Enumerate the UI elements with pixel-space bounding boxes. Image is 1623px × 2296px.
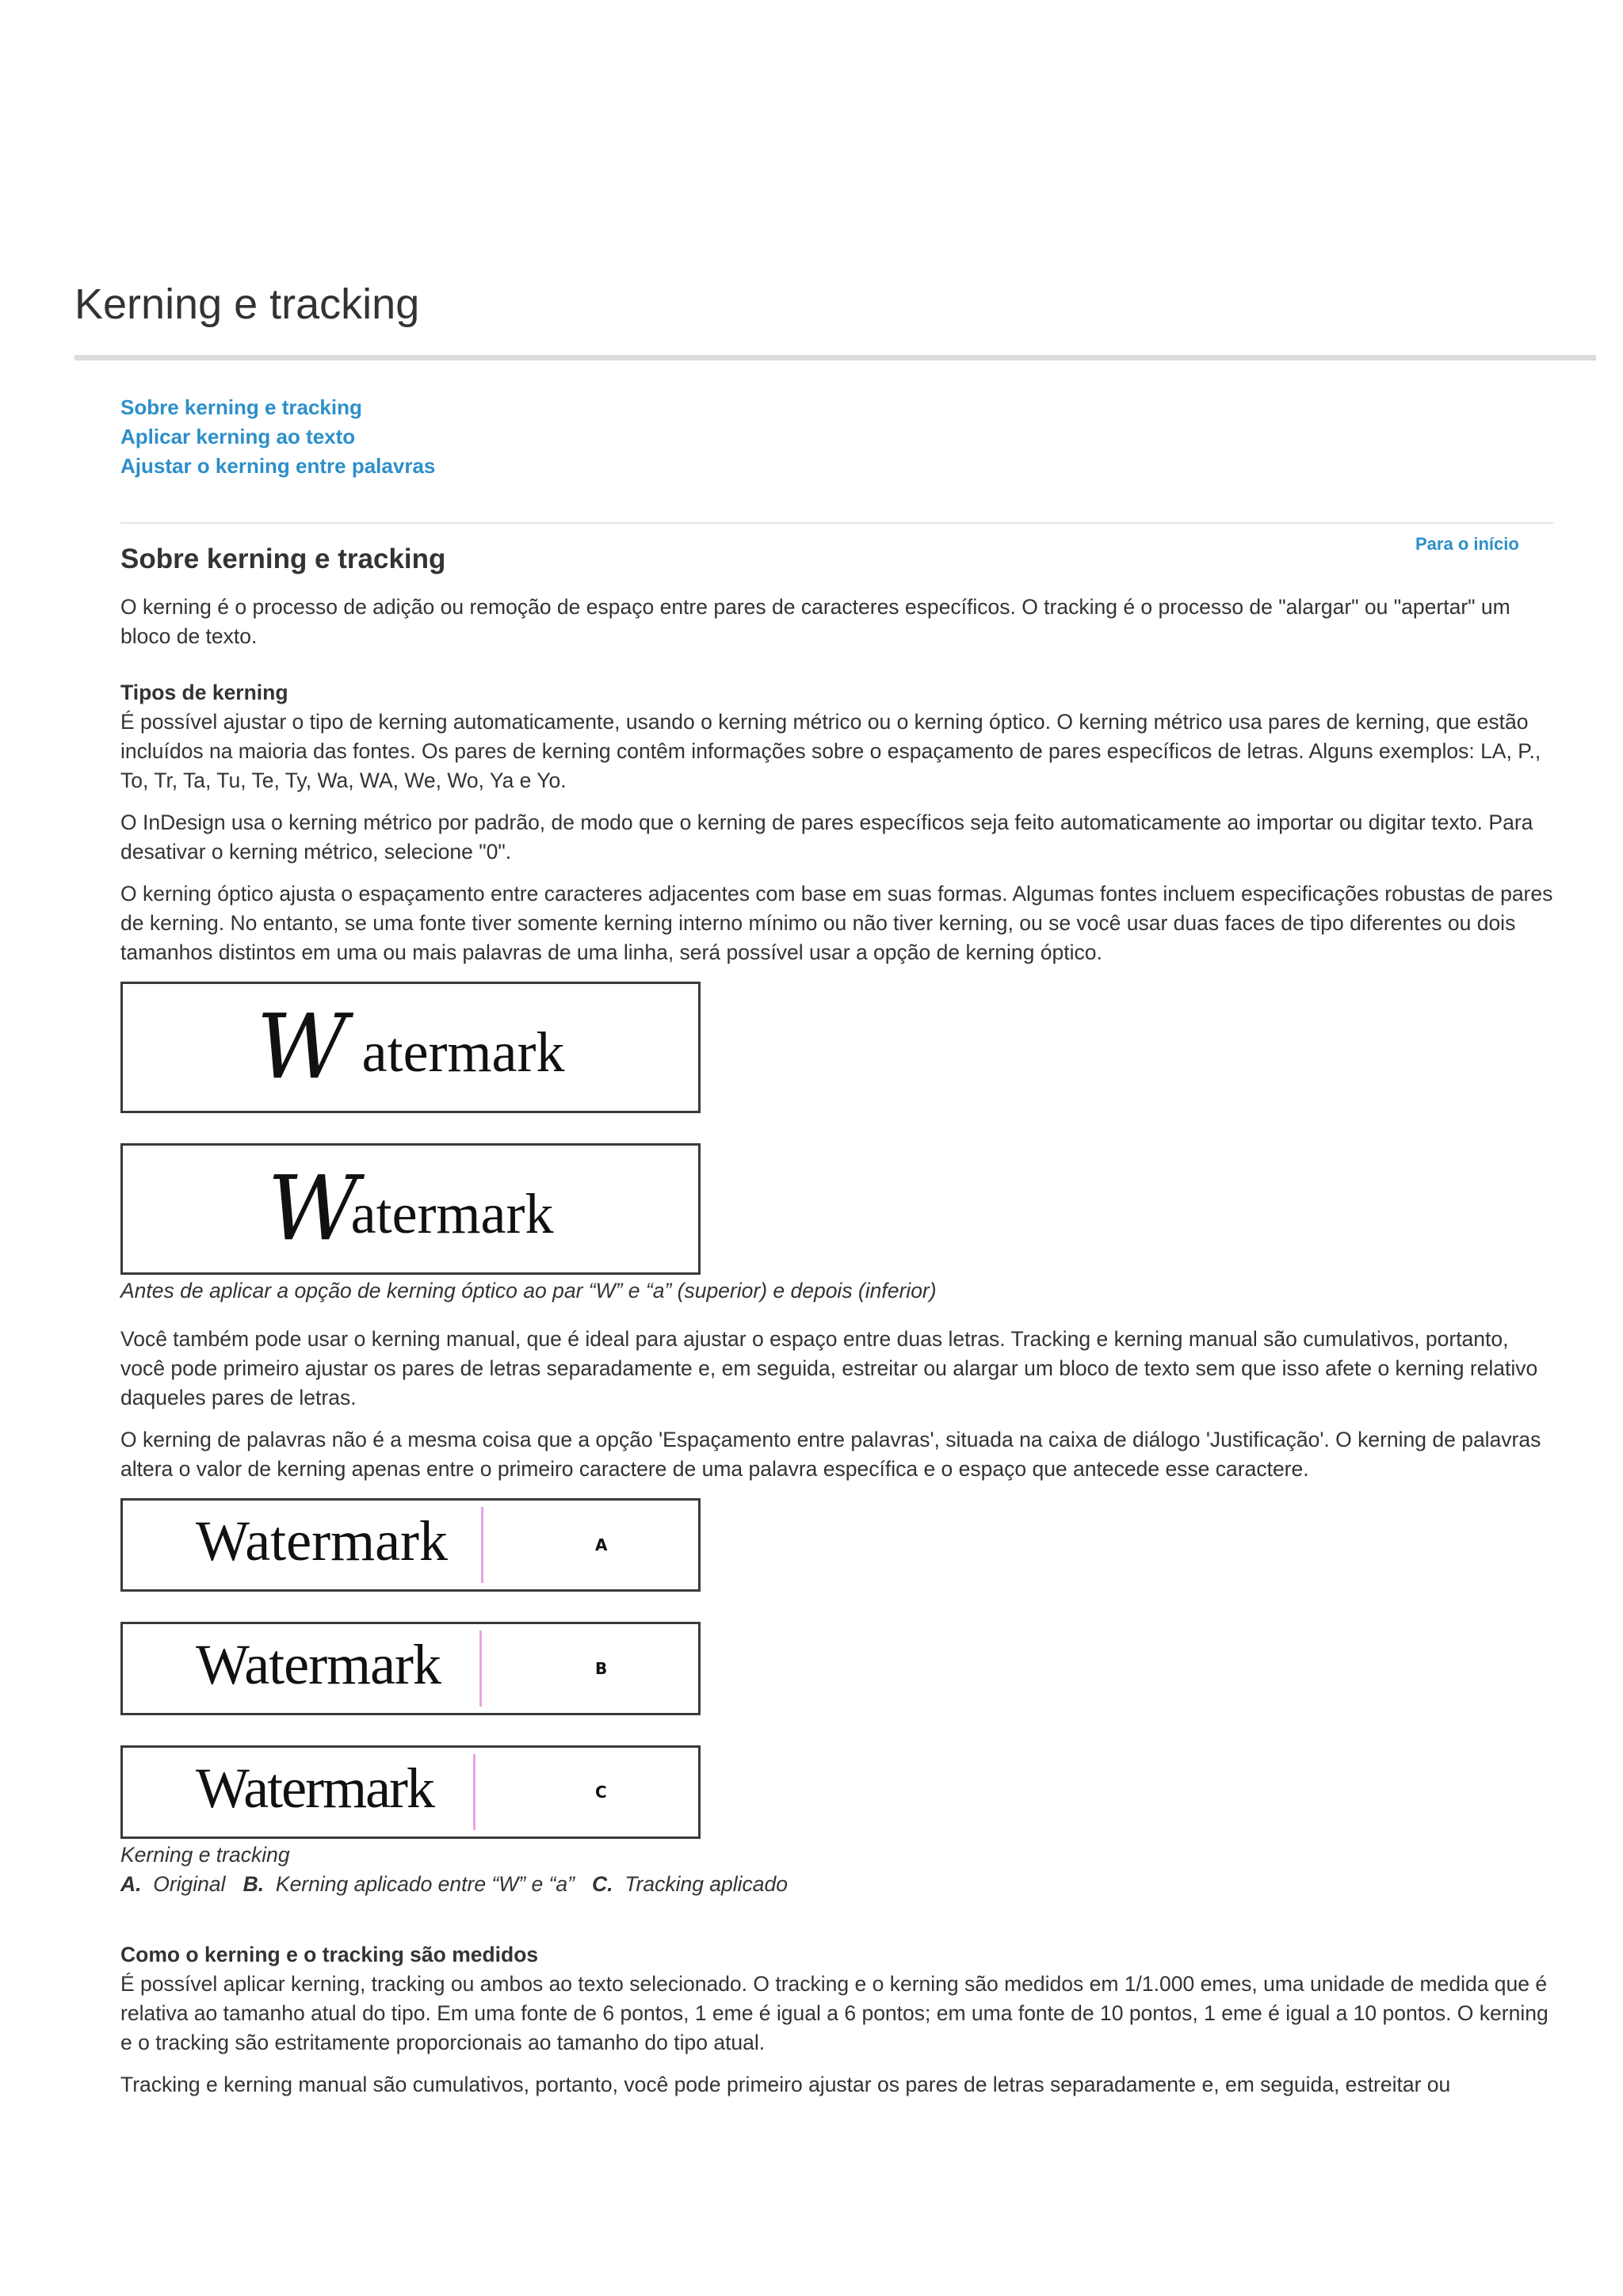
kerning-example-a-image (120, 1498, 701, 1592)
page-title: Kerning e tracking (74, 280, 420, 328)
measure-paragraph-1: É possível aplicar kerning, tracking ou ambos ao texto selecionado. O tracking e o kerning são medidos em 1/1.000 emes, uma unidade de medida que é relativa ao tamanho atual do tipo. Em uma fonte de 6 pontos, 1 eme é igual a 6 pontos; em uma fonte de 10 pontos, 1 eme é igual a 10 pontos. O kerning e o tracking são estritamente proporcionais ao tamanho do tipo atual. (120, 1972, 1549, 2054)
types-paragraph-3: O kerning óptico ajusta o espaçamento entre caracteres adjacentes com base em suas formas. Algumas fontes incluem especificações robustas de pares de kerning. No entanto, se uma fonte tiver somente kerning interno mínimo ou não tiver kerning, ou se você usar duas faces de tipo diferentes ou dois tamanhos distintos em uma ou mais palavras de uma linha, será possível usar a opção de kerning óptico. (120, 882, 1553, 964)
label-b: B (595, 1659, 608, 1678)
title-divider (74, 355, 1596, 360)
table-of-contents (120, 393, 435, 481)
section-content (120, 540, 1556, 2112)
text-cursor (481, 1507, 483, 1583)
watermark-word: Watermark (196, 1509, 449, 1573)
watermark-word-rest: atermark (361, 1020, 565, 1084)
types-paragraph-1: É possível ajustar o tipo de kerning automaticamente, usando o kerning métrico ou o kerning óptico. O kerning métrico usa pares de kerning, que estão incluídos na maioria das fontes. Os pares de kerning contêm informações sobre o espaçamento de pares específicos de letras. Alguns exemplos: LA, P., To, Tr, Ta, Tu, Te, Ty, Wa, WA, We, Wo, Ya e Yo. (120, 710, 1541, 792)
text-cursor (479, 1630, 482, 1707)
legend-text-b: Kerning aplicado entre “W” e “a” (275, 1872, 575, 1896)
optical-kerning-before-image (120, 982, 701, 1113)
measure-paragraph-2: Tracking e kerning manual são cumulativos, portanto, você pode primeiro ajustar os pares de letras separadamente e, em seguida, estreitar ou (120, 2073, 1451, 2096)
optical-kerning-after-image (120, 1143, 701, 1275)
legend-key-a: A. (120, 1872, 142, 1896)
legend-key-c: C. (592, 1872, 613, 1896)
types-heading: Tipos de kerning (120, 681, 288, 704)
measure-heading: Como o kerning e o tracking são medidos (120, 1943, 539, 1966)
label-c: C (595, 1783, 607, 1802)
kerning-example-b-image (120, 1622, 701, 1715)
word-kerning-paragraph: O kerning de palavras não é a mesma coisa que a opção 'Espaçamento entre palavras', situada na caixa de diálogo 'Justificação'. O kerning de palavras altera o valor de kerning apenas entre o primeiro caractere de uma palavra específica e o espaço que antecede esse caractere. (120, 1428, 1541, 1481)
back-to-top-link[interactable]: Para o início (1415, 534, 1519, 554)
toc-link-aplicar[interactable]: Aplicar kerning ao texto (120, 425, 356, 448)
toc-link-sobre[interactable]: Sobre kerning e tracking (120, 395, 362, 419)
text-cursor (473, 1754, 475, 1830)
manual-kerning-paragraph: Você também pode usar o kerning manual, que é ideal para ajustar o espaço entre duas letras. Tracking e kerning manual são cumulativos, portanto, você pode primeiro ajustar os pares de letras separadamente e, em seguida, estreitar ou alargar um bloco de texto sem que isso afete o kerning relativo daqueles pares de letras. (120, 1327, 1538, 1409)
figure-2-legend (120, 1870, 1556, 1899)
toc-link-ajustar[interactable]: Ajustar o kerning entre palavras (120, 454, 436, 478)
watermark-word: Watermark (196, 1633, 441, 1696)
legend-text-c: Tracking aplicado (624, 1872, 789, 1896)
script-w-glyph: W (267, 1158, 356, 1261)
types-paragraph-2: O InDesign usa o kerning métrico por padrão, de modo que o kerning de pares específicos seja feito automaticamente ao importar ou digitar texto. Para desativar o kerning métrico, selecione "0". (120, 810, 1533, 864)
section-divider (120, 522, 1553, 524)
watermark-word-rest: atermark (350, 1182, 554, 1245)
legend-key-b: B. (242, 1872, 265, 1896)
kerning-example-c-image (120, 1745, 701, 1839)
figure-1-caption: Antes de aplicar a opção de kerning óptico ao par “W” e “a” (superior) e depois (inferior) (120, 1279, 937, 1302)
legend-text-a: Original (153, 1872, 226, 1896)
intro-paragraph: O kerning é o processo de adição ou remoção de espaço entre pares de caracteres específicos. O tracking é o processo de "alargar" ou "apertar" um bloco de texto. (120, 595, 1510, 648)
section-heading: Sobre kerning e tracking (120, 543, 446, 574)
script-w-glyph: W (256, 996, 345, 1099)
figure-2-caption: Kerning e tracking (120, 1843, 290, 1867)
watermark-word: Watermark (196, 1756, 434, 1820)
label-a: A (595, 1535, 608, 1554)
